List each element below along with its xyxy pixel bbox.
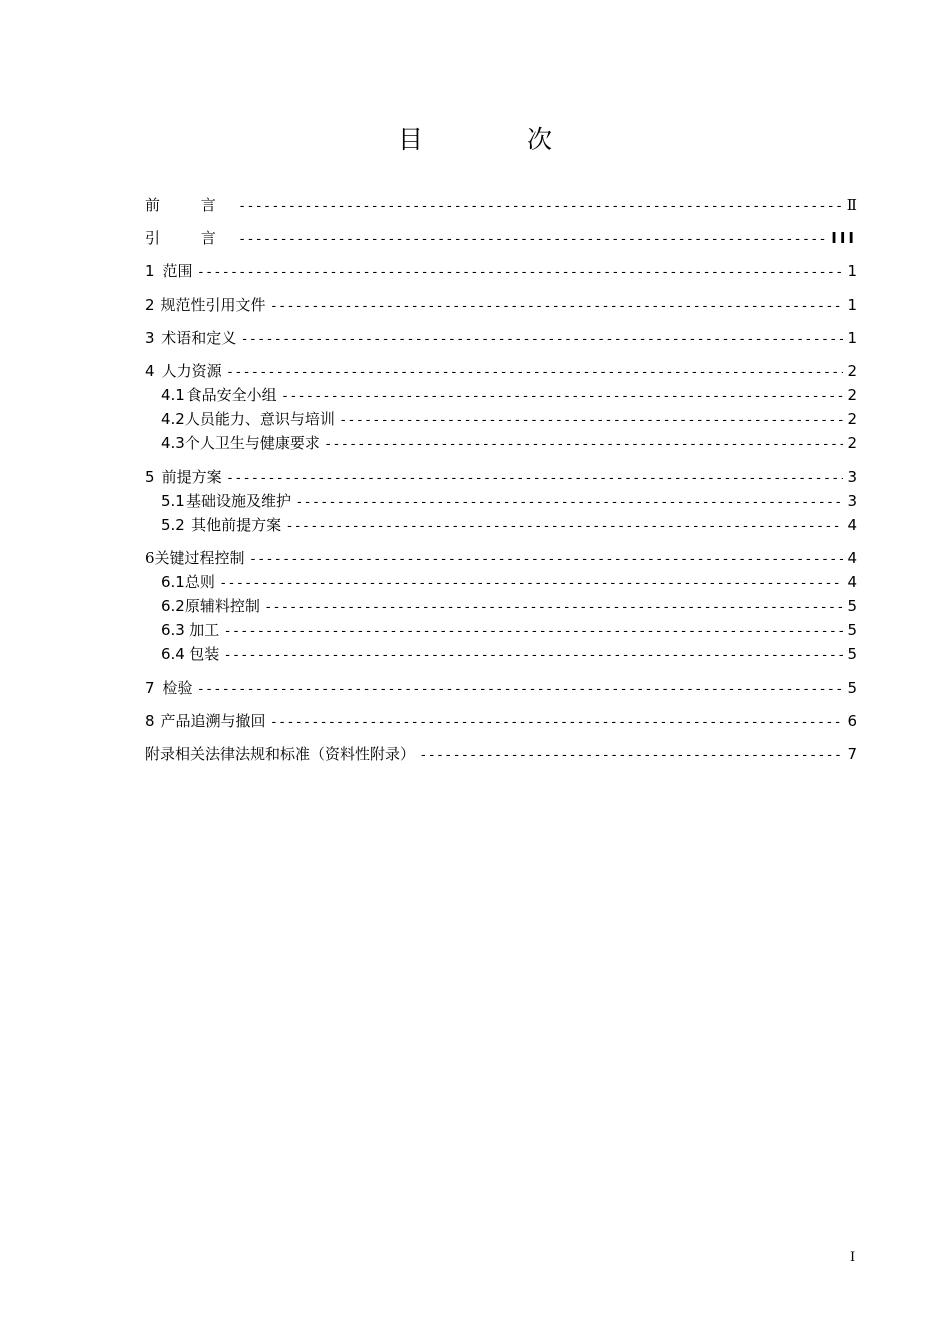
toc-entry-label: 相关法律法规和标准（资料性附录） <box>175 745 416 763</box>
toc-entry-number: 4.1 <box>161 386 185 404</box>
leader-dots <box>266 597 844 619</box>
toc-entry-appendix[interactable] <box>145 743 857 765</box>
toc-entry-page: 2 <box>847 386 857 404</box>
toc-entry-page: 4 <box>847 516 857 534</box>
toc-entry-introduction[interactable] <box>145 227 857 249</box>
toc-entry-page: 4 <box>847 549 857 567</box>
toc-entry-6-2[interactable] <box>161 595 857 617</box>
toc-entry-label: 个人卫生与健康要求 <box>184 434 320 452</box>
page-number: I <box>850 1250 856 1265</box>
toc-entry-number: 3 <box>145 329 155 347</box>
leader-dots <box>283 386 844 408</box>
leader-dots <box>326 434 844 456</box>
toc-entry-page: 3 <box>847 492 857 510</box>
toc-entry-page: 5 <box>847 645 857 663</box>
toc-entry-label: 人员能力、意识与培训 <box>184 410 335 428</box>
toc-entry-number: 5.2 <box>161 516 185 534</box>
toc-entry-label: 其他前提方案 <box>191 516 282 534</box>
toc-entry-number: 6.2 <box>161 597 185 615</box>
toc-entry-label: 人力资源 <box>161 362 222 380</box>
toc-entry-page: 3 <box>847 468 857 486</box>
toc-entry-6-4[interactable] <box>161 643 857 665</box>
toc-entry-page: 4 <box>847 573 857 591</box>
leader-dots <box>297 492 843 514</box>
toc-entry-label: 检验 <box>162 679 193 697</box>
toc-entry-label: 前提方案 <box>161 468 222 486</box>
toc-entry-label: 引 言 <box>145 229 234 247</box>
toc-entry-page: 1 <box>847 262 857 280</box>
toc-entry-6[interactable] <box>145 547 857 569</box>
leader-dots <box>341 410 844 432</box>
toc-entry-number: 4 <box>145 362 155 380</box>
toc-entry-number: 6.4 <box>161 645 185 663</box>
toc-entry-page: 2 <box>847 434 857 452</box>
toc-entry-page: Ⅱ <box>846 196 857 214</box>
toc-title: 目 次 <box>398 125 600 154</box>
toc-entry-label: 前 言 <box>145 196 234 214</box>
toc-entry-5-1[interactable] <box>161 490 857 512</box>
toc-entry-number: 5 <box>145 468 155 486</box>
toc-entry-page: 1 <box>847 329 857 347</box>
leader-dots <box>228 362 844 384</box>
toc-entry-label: 总则 <box>184 573 215 591</box>
toc-entry-label: 加工 <box>189 621 220 639</box>
leader-dots <box>228 468 844 490</box>
toc-entry-label: 产品追溯与撤回 <box>160 712 266 730</box>
leader-dots <box>221 573 844 595</box>
toc-entry-label: 基础设施及维护 <box>186 492 292 510</box>
toc-entry-label: 包装 <box>189 645 220 663</box>
toc-entry-5-2[interactable] <box>161 514 857 536</box>
toc-entry-number: 1 <box>145 262 155 280</box>
toc-entry-page: 1 <box>847 296 857 314</box>
leader-dots <box>198 679 843 701</box>
toc-entry-4-2[interactable] <box>161 408 857 430</box>
leader-dots <box>225 621 843 643</box>
toc-entry-2[interactable] <box>145 294 857 316</box>
leader-dots <box>225 645 843 667</box>
toc-entry-5[interactable] <box>145 466 857 488</box>
toc-entry-label: 原辅料控制 <box>184 597 260 615</box>
toc-entry-label: 范围 <box>162 262 193 280</box>
leader-dots <box>251 549 844 571</box>
toc-entry-foreword[interactable] <box>145 194 857 216</box>
toc-entry-label: 食品安全小组 <box>186 386 277 404</box>
toc-entry-page: 5 <box>847 621 857 639</box>
toc-entry-label: 关键过程控制 <box>154 549 245 567</box>
toc-entry-page: 6 <box>847 712 857 730</box>
toc-entry-number: 7 <box>145 679 155 697</box>
toc-entry-6-3[interactable] <box>161 619 857 641</box>
toc-entry-6-1[interactable] <box>161 571 857 593</box>
toc-entry-4-3[interactable] <box>161 432 857 454</box>
toc-entry-3[interactable] <box>145 327 857 349</box>
leader-dots <box>198 262 843 284</box>
leader-dots <box>421 745 843 767</box>
leader-dots <box>242 329 843 351</box>
toc-entry-number: 6.3 <box>161 621 185 639</box>
leader-dots <box>287 516 843 538</box>
leader-dots <box>240 229 827 251</box>
toc-entry-number: 2 <box>145 296 155 314</box>
toc-entry-8[interactable] <box>145 710 857 732</box>
toc-entry-page: 5 <box>847 597 857 615</box>
toc-entry-number: 4.3 <box>161 434 185 452</box>
leader-dots <box>240 196 843 218</box>
toc-entry-number: 5.1 <box>161 492 185 510</box>
toc-entry-page: 2 <box>847 410 857 428</box>
toc-entry-page: III <box>831 229 857 247</box>
leader-dots <box>271 712 843 734</box>
toc-entry-4[interactable] <box>145 360 857 382</box>
leader-dots <box>271 296 843 318</box>
toc-entry-number: 4.2 <box>161 410 185 428</box>
toc-entry-page: 5 <box>847 679 857 697</box>
toc-entry-number: 附录 <box>145 745 176 763</box>
toc-entry-number: 6 <box>145 549 155 567</box>
toc-entry-label: 术语和定义 <box>161 329 237 347</box>
toc-entry-page: 7 <box>847 745 857 763</box>
toc-entry-number: 6.1 <box>161 573 185 591</box>
toc-entry-number: 8 <box>145 712 155 730</box>
toc-entry-1[interactable] <box>145 260 857 282</box>
toc-entry-label: 规范性引用文件 <box>160 296 266 314</box>
toc-entry-page: 2 <box>847 362 857 380</box>
toc-entry-4-1[interactable] <box>161 384 857 406</box>
toc-entry-7[interactable] <box>145 677 857 699</box>
